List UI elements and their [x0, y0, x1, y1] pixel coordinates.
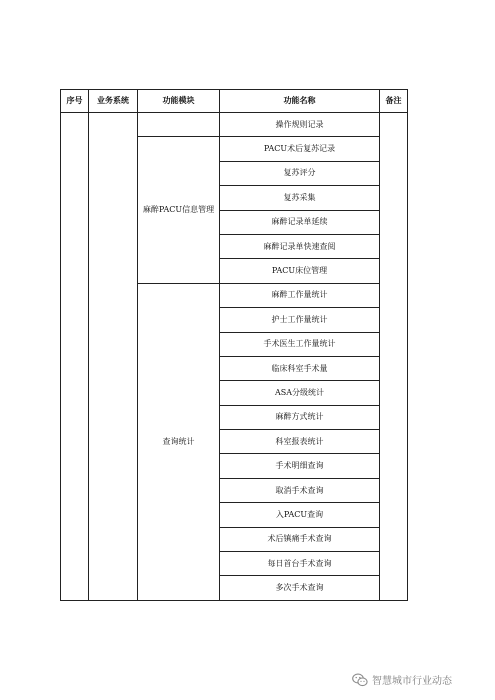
watermark-text: 智慧城市行业动态 — [372, 676, 452, 687]
function-cell: 取消手术查询 — [220, 478, 380, 502]
function-cell: PACU术后复苏记录 — [220, 137, 380, 161]
function-cell: 每日首台手术查询 — [220, 552, 380, 576]
function-cell: 麻醉工作量统计 — [220, 283, 380, 307]
wechat-icon — [352, 673, 368, 687]
function-cell: 复苏评分 — [220, 161, 380, 185]
table-row — [61, 113, 408, 137]
function-cell: 麻醉方式统计 — [220, 405, 380, 429]
function-cell: 科室报表统计 — [220, 430, 380, 454]
function-cell: PACU床位管理 — [220, 259, 380, 283]
header-remark: 备注 — [380, 90, 408, 113]
function-cell: 麻醉记录单快速查阅 — [220, 234, 380, 258]
function-cell: 麻醉记录单延续 — [220, 210, 380, 234]
module-cell: 麻醉PACU信息管理 — [138, 137, 220, 283]
function-cell: 复苏采集 — [220, 186, 380, 210]
function-cell: 入PACU查询 — [220, 503, 380, 527]
function-cell: 临床科室手术量 — [220, 356, 380, 380]
function-cell: 手术医生工作量统计 — [220, 332, 380, 356]
header-module: 功能模块 — [138, 90, 220, 113]
remark-cell — [380, 113, 408, 601]
function-cell: 手术明细查询 — [220, 454, 380, 478]
header-seq: 序号 — [61, 90, 89, 113]
function-cell: 多次手术查询 — [220, 576, 380, 600]
function-cell: ASA分级统计 — [220, 381, 380, 405]
header-row — [61, 90, 408, 113]
function-table — [60, 89, 408, 601]
function-cell: 护士工作量统计 — [220, 308, 380, 332]
system-cell — [89, 113, 138, 601]
module-cell — [138, 113, 220, 137]
function-cell: 术后镇痛手术查询 — [220, 527, 380, 551]
header-function: 功能名称 — [220, 90, 380, 113]
header-system: 业务系统 — [89, 90, 138, 113]
function-cell: 操作规则记录 — [220, 113, 380, 137]
seq-cell — [61, 113, 89, 601]
watermark — [352, 672, 452, 687]
module-cell: 查询统计 — [138, 283, 220, 600]
